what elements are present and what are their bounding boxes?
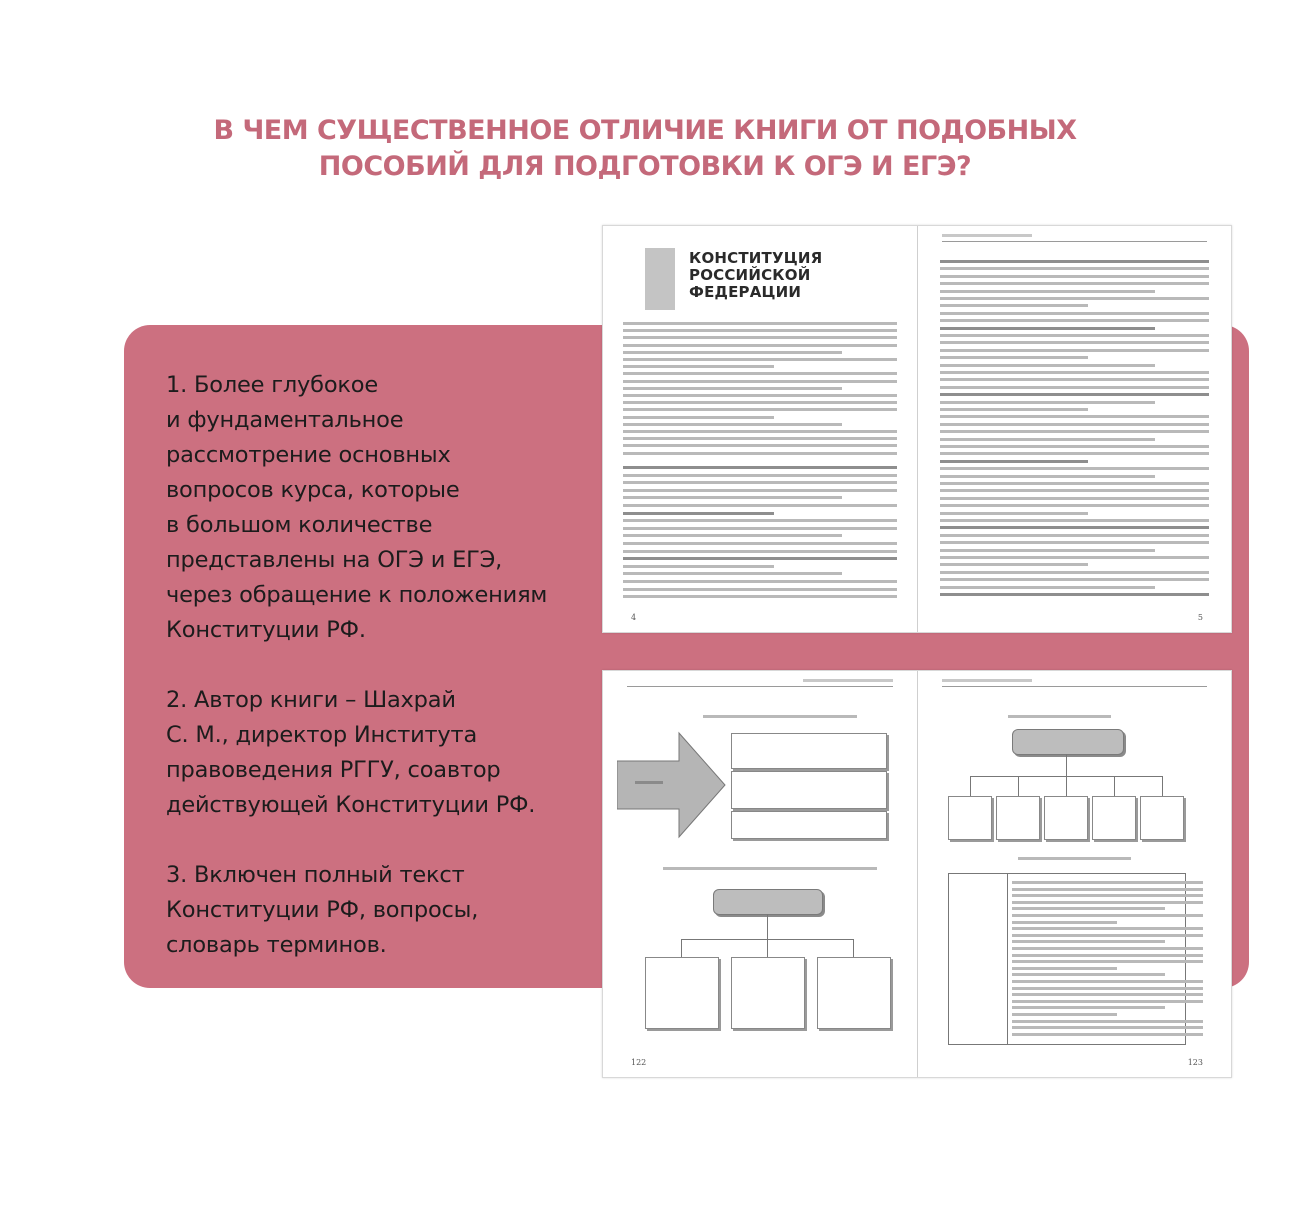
text-line bbox=[940, 341, 1209, 344]
text-line bbox=[623, 504, 897, 507]
text-line bbox=[623, 365, 774, 368]
text-line bbox=[623, 542, 897, 545]
text-line bbox=[623, 444, 897, 447]
text-line bbox=[1012, 947, 1203, 950]
diagram-box bbox=[645, 957, 719, 1029]
text-line bbox=[1012, 927, 1203, 930]
text-line bbox=[940, 593, 1209, 596]
text-line bbox=[1012, 1020, 1203, 1023]
diagram-box bbox=[731, 733, 887, 769]
diagram-box bbox=[948, 796, 992, 840]
text-line bbox=[623, 344, 897, 347]
text-line bbox=[940, 586, 1155, 589]
text-line bbox=[940, 519, 1209, 522]
point-1: 1. Более глубокое и фундаментальное рассмотрение основных вопросов курса, которые в большом количестве представлены на ОГЭ и ЕГЭ, через обращение к положениям Конституции РФ. bbox=[166, 372, 548, 643]
text-line bbox=[623, 358, 897, 361]
text-line bbox=[940, 549, 1155, 552]
title-decoration bbox=[645, 248, 675, 310]
text-line bbox=[623, 489, 897, 492]
text-line bbox=[623, 372, 897, 375]
text-line bbox=[1012, 907, 1165, 910]
text-line bbox=[940, 408, 1088, 411]
text-line bbox=[1012, 960, 1203, 963]
text-line bbox=[1012, 1026, 1203, 1029]
text-line bbox=[940, 423, 1209, 426]
text-line bbox=[623, 401, 897, 404]
diagram-box bbox=[1044, 796, 1088, 840]
text-line bbox=[1012, 921, 1117, 924]
text-line bbox=[940, 415, 1209, 418]
text-line bbox=[623, 565, 774, 568]
text-line bbox=[1008, 715, 1111, 718]
text-line bbox=[1012, 1000, 1203, 1003]
text-line bbox=[940, 512, 1088, 515]
text-line bbox=[940, 571, 1209, 574]
text-line bbox=[623, 408, 897, 411]
text-line bbox=[623, 519, 897, 522]
text-line bbox=[1012, 934, 1203, 937]
text-line bbox=[623, 481, 897, 484]
text-line bbox=[940, 475, 1155, 478]
text-line bbox=[623, 534, 842, 537]
text-line bbox=[940, 304, 1088, 307]
text-line bbox=[623, 329, 897, 332]
diagram-box bbox=[1140, 796, 1184, 840]
book-spread-constitution bbox=[602, 225, 1232, 633]
text-line bbox=[1012, 888, 1203, 891]
diagram-box bbox=[817, 957, 891, 1029]
text-line bbox=[940, 349, 1209, 352]
diagram-node bbox=[1012, 729, 1124, 755]
diagram-box bbox=[1092, 796, 1136, 840]
arrow-shape bbox=[617, 731, 727, 841]
headline-line-2: ПОСОБИЙ ДЛЯ ПОДГОТОВКИ К ОГЭ И ЕГЭ? bbox=[318, 151, 972, 182]
text-line bbox=[623, 351, 842, 354]
page-right bbox=[918, 226, 1231, 632]
text-line bbox=[940, 534, 1209, 537]
diagram-box bbox=[996, 796, 1040, 840]
text-line bbox=[623, 322, 897, 325]
page-left bbox=[603, 671, 917, 1077]
text-line bbox=[623, 580, 897, 583]
text-line bbox=[940, 401, 1155, 404]
running-head bbox=[942, 234, 1207, 242]
text-line bbox=[663, 867, 877, 870]
text-line bbox=[940, 290, 1155, 293]
page-number: 5 bbox=[1197, 613, 1203, 622]
text-line bbox=[940, 497, 1209, 500]
page-number: 123 bbox=[1187, 1058, 1203, 1067]
text-line bbox=[623, 572, 842, 575]
text-line bbox=[940, 386, 1209, 389]
diagram-box bbox=[731, 771, 887, 809]
text-line bbox=[940, 267, 1209, 270]
text-line bbox=[1018, 857, 1131, 860]
text-line bbox=[623, 466, 897, 469]
text-line bbox=[623, 557, 897, 560]
text-line bbox=[703, 715, 857, 718]
text-line bbox=[940, 482, 1209, 485]
headline bbox=[0, 113, 1290, 185]
points-list bbox=[166, 368, 586, 998]
text-line bbox=[940, 504, 1209, 507]
text-line bbox=[940, 319, 1209, 322]
text-line bbox=[940, 327, 1155, 330]
text-line bbox=[1012, 881, 1203, 884]
text-line bbox=[940, 489, 1209, 492]
text-line bbox=[623, 387, 842, 390]
text-line bbox=[940, 371, 1209, 374]
book-spread-diagrams bbox=[602, 670, 1232, 1078]
text-line bbox=[940, 260, 1209, 263]
text-line bbox=[940, 364, 1155, 367]
text-line bbox=[940, 563, 1088, 566]
text-line bbox=[940, 467, 1209, 470]
point-2: 2. Автор книги – Шахрай С. М., директор Института правоведения РГГУ, соавтор действующей Конституции РФ. bbox=[166, 687, 536, 818]
constitution-title: КОНСТИТУЦИЯ РОССИЙСКОЙ ФЕДЕРАЦИИ bbox=[689, 249, 823, 301]
text-line bbox=[940, 541, 1209, 544]
page-number: 4 bbox=[631, 613, 637, 622]
text-line bbox=[1012, 993, 1203, 996]
running-head bbox=[942, 679, 1207, 687]
text-line bbox=[623, 336, 897, 339]
text-line bbox=[1012, 901, 1203, 904]
text-line bbox=[940, 356, 1088, 359]
text-line bbox=[623, 527, 897, 530]
text-line bbox=[1012, 894, 1203, 897]
text-line bbox=[1012, 967, 1117, 970]
text-line bbox=[940, 452, 1209, 455]
text-line bbox=[940, 460, 1088, 463]
text-line bbox=[940, 438, 1155, 441]
text-line bbox=[623, 452, 897, 455]
text-line bbox=[940, 445, 1209, 448]
text-line bbox=[940, 556, 1209, 559]
headline-line-1: В ЧЕМ СУЩЕСТВЕННОЕ ОТЛИЧИЕ КНИГИ ОТ ПОДОБНЫХ bbox=[213, 115, 1077, 146]
text-line bbox=[623, 430, 897, 433]
page-right bbox=[918, 671, 1231, 1077]
text-line bbox=[940, 275, 1209, 278]
diagram-node bbox=[713, 889, 823, 915]
text-line bbox=[940, 526, 1209, 529]
text-line bbox=[1012, 1013, 1117, 1016]
text-line bbox=[940, 297, 1209, 300]
text-line bbox=[623, 416, 774, 419]
text-line bbox=[940, 393, 1209, 396]
text-line bbox=[623, 474, 897, 477]
text-line bbox=[623, 496, 842, 499]
text-line bbox=[940, 430, 1209, 433]
text-line bbox=[1012, 980, 1203, 983]
text-line bbox=[940, 578, 1209, 581]
text-line bbox=[1012, 1006, 1165, 1009]
text-line bbox=[1012, 973, 1165, 976]
text-line bbox=[623, 437, 897, 440]
diagram-box bbox=[731, 811, 887, 839]
text-line bbox=[940, 282, 1209, 285]
text-line bbox=[623, 394, 897, 397]
text-line bbox=[940, 312, 1209, 315]
running-head bbox=[627, 679, 893, 687]
page-left bbox=[603, 226, 917, 632]
text-line bbox=[1012, 954, 1203, 957]
point-3: 3. Включен полный текст Конституции РФ, вопросы, словарь терминов. bbox=[166, 862, 479, 958]
text-line bbox=[1012, 1033, 1203, 1036]
text-line bbox=[1012, 987, 1203, 990]
text-line bbox=[940, 334, 1209, 337]
text-line bbox=[623, 380, 897, 383]
text-line bbox=[623, 512, 774, 515]
text-line bbox=[623, 550, 897, 553]
text-line bbox=[623, 595, 897, 598]
text-line bbox=[623, 423, 842, 426]
page-number: 122 bbox=[631, 1058, 647, 1067]
text-line bbox=[1012, 940, 1165, 943]
text-line bbox=[623, 588, 897, 591]
diagram-box bbox=[731, 957, 805, 1029]
text-line bbox=[940, 378, 1209, 381]
text-line bbox=[1012, 914, 1203, 917]
